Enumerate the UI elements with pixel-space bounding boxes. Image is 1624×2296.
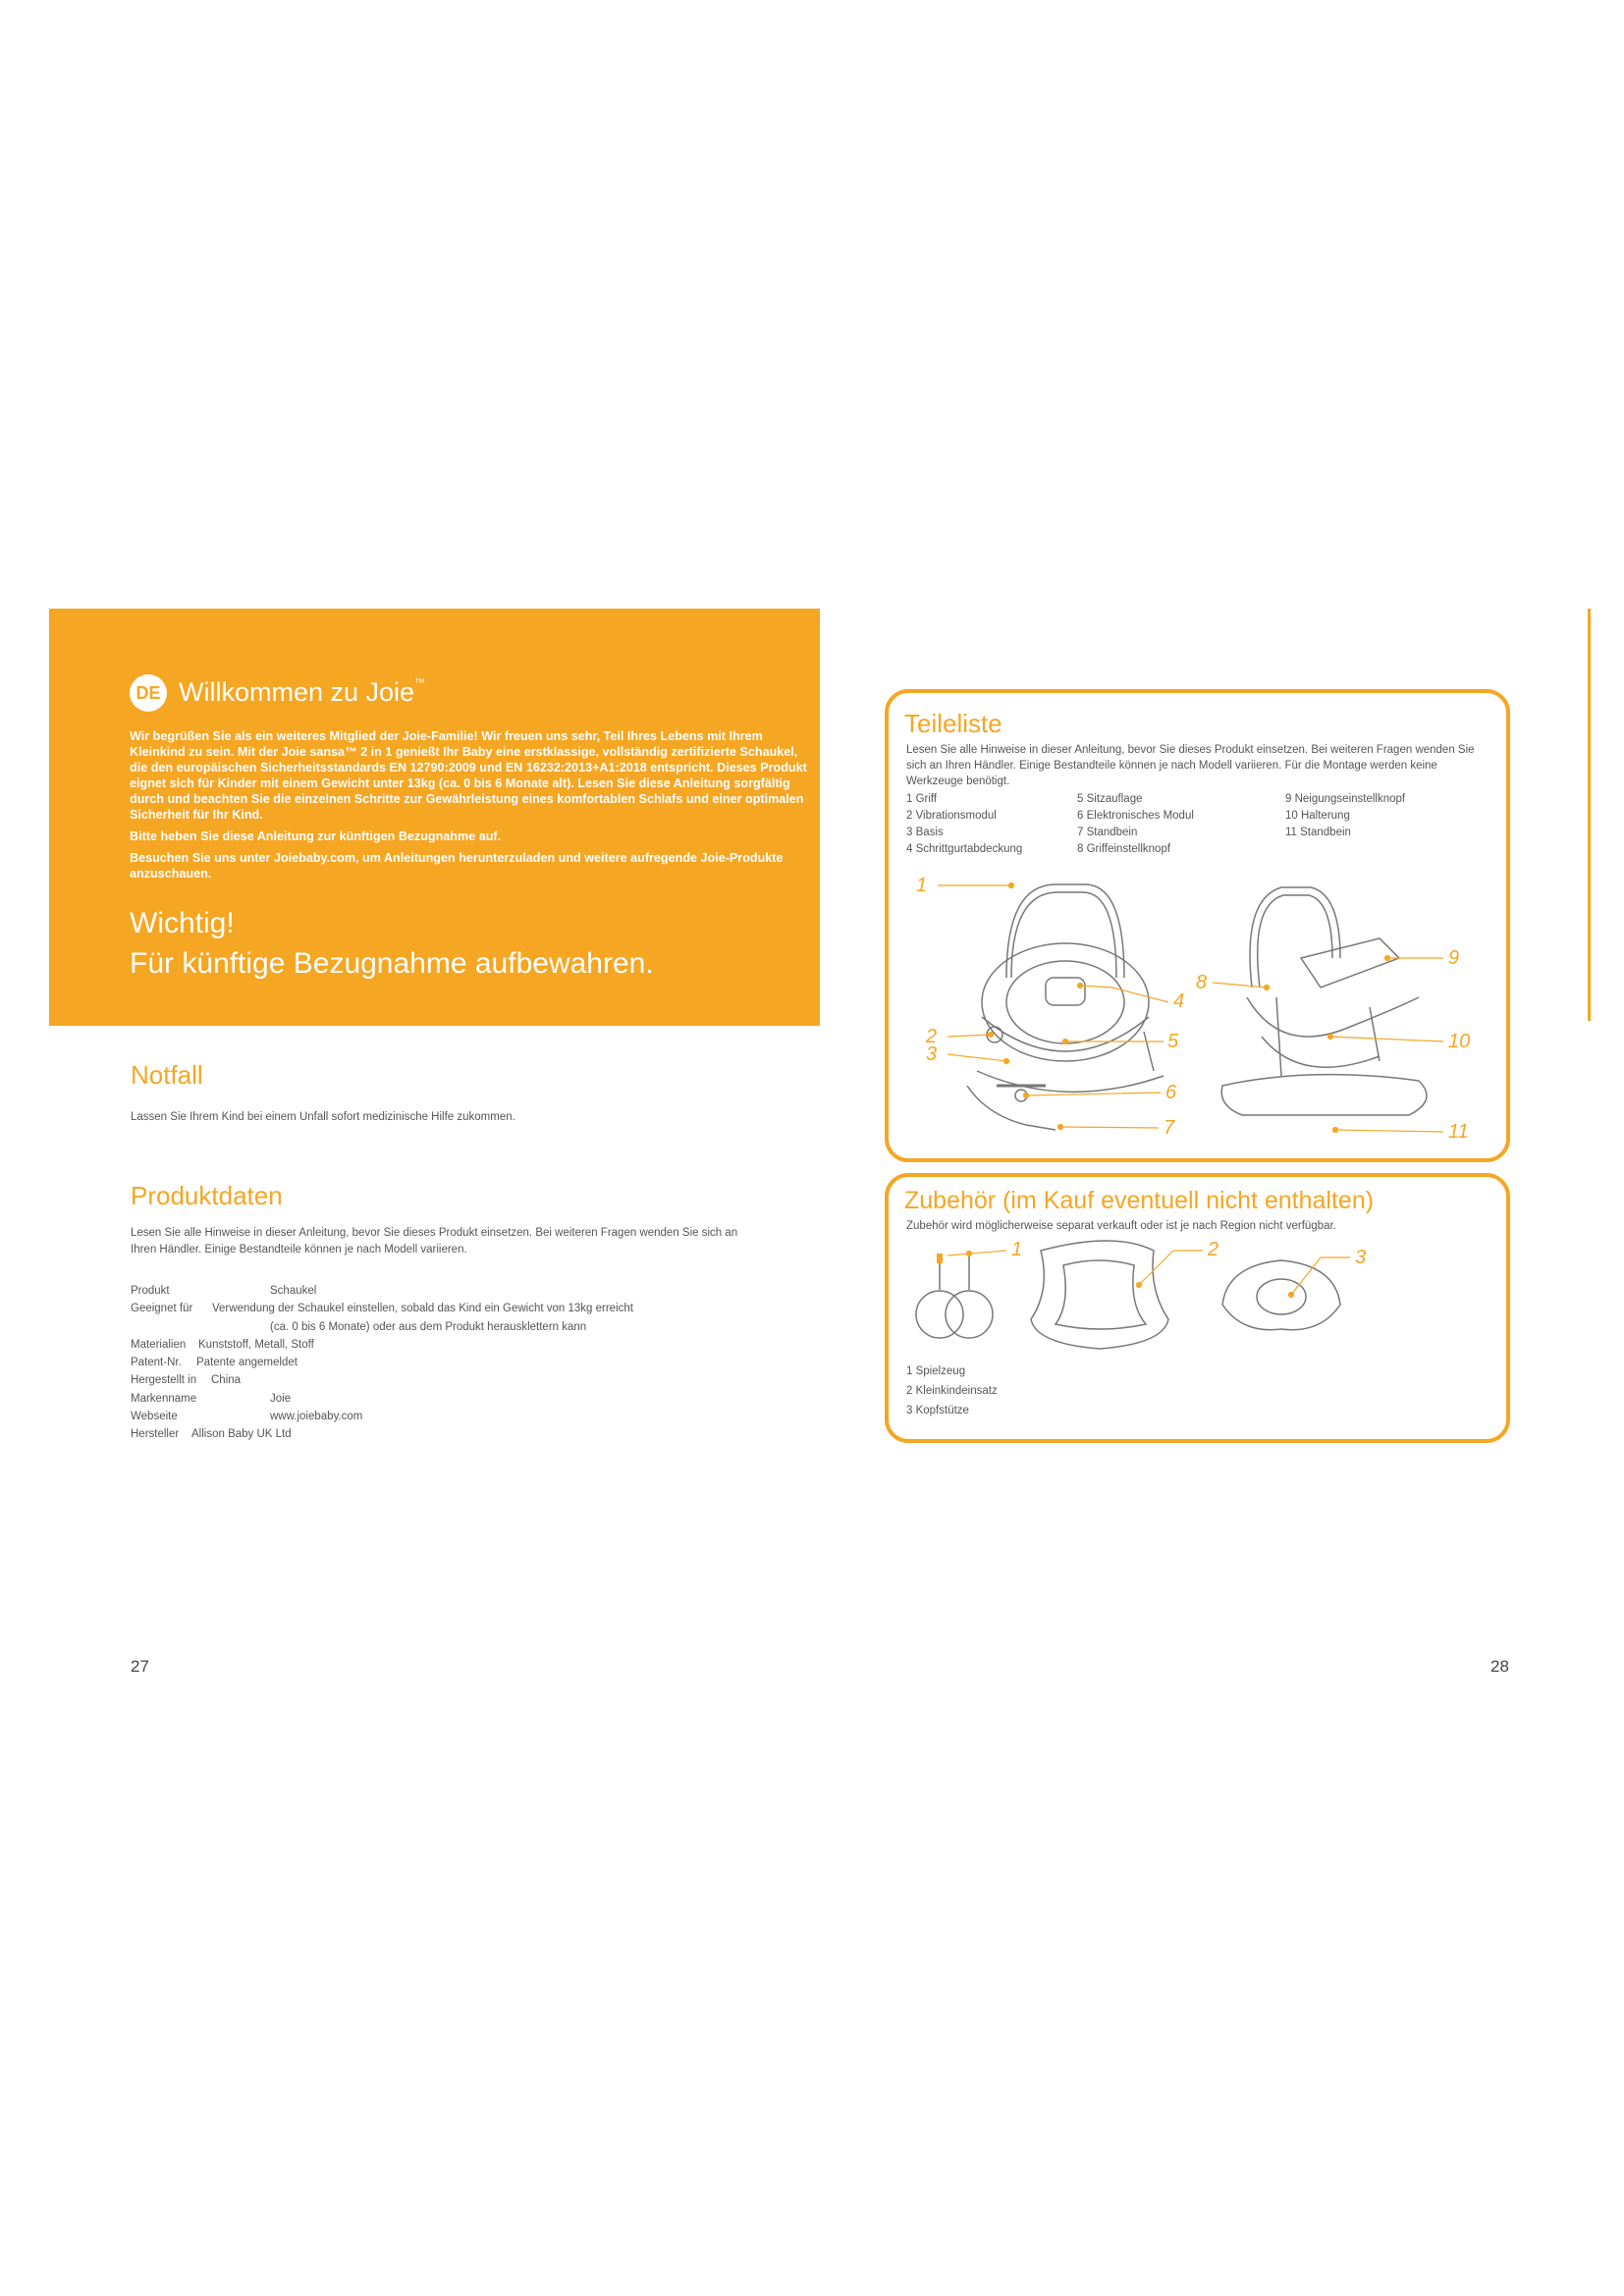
- welcome-title-text: Willkommen zu Joie: [179, 677, 415, 707]
- accessory-item: 2 Kleinkindeinsatz: [906, 1385, 998, 1397]
- parts-item: 5 Sitzauflage: [1077, 793, 1143, 805]
- produktdaten-intro: Lesen Sie alle Hinweise in dieser Anleitung, bevor Sie dieses Produkt einsetzen. Bei weiteren Fragen wenden Sie sich an Ihren Händler. Einige Bestandteile können je nach Modell variieren.: [131, 1227, 738, 1255]
- parts-item: 11 Standbein: [1285, 827, 1351, 838]
- headrest-illustration: [1222, 1260, 1340, 1330]
- rocker-illustration: [1221, 887, 1427, 1115]
- teileliste-box: [885, 689, 1510, 1162]
- important-line-1: Wichtig!: [130, 907, 235, 939]
- spec-value: China: [211, 1374, 242, 1387]
- accessory-callout-1: 1: [1011, 1239, 1023, 1260]
- trademark-mark: ™: [414, 677, 426, 689]
- spec-label: Hergestellt in: [131, 1374, 197, 1387]
- infant-insert-illustration: [1031, 1241, 1168, 1349]
- callout-5: 5: [1167, 1031, 1179, 1052]
- parts-item: 10 Halterung: [1285, 810, 1350, 822]
- spec-row: [131, 1354, 759, 1371]
- spec-row: [131, 1390, 759, 1408]
- parts-diagram: [889, 860, 1506, 1154]
- produktdaten-heading: Produktdaten: [131, 1181, 283, 1210]
- callout-11: 11: [1448, 1121, 1469, 1143]
- spec-row: [131, 1425, 759, 1443]
- parts-item: 8 Griffeinstellknopf: [1077, 843, 1171, 855]
- spec-label: Webseite: [131, 1411, 178, 1423]
- welcome-title: [179, 677, 425, 708]
- spec-row: [131, 1282, 759, 1300]
- teileliste-intro: Lesen Sie alle Hinweise in dieser Anleitung, bevor Sie dieses Produkt einsetzen. Bei weiteren Fragen wenden Sie sich an Ihren Händler. Einige Bestandteile können je nach Modell variieren. Für die Montage werden keine Werkzeuge benötigt.: [906, 744, 1475, 787]
- parts-item: 3 Basis: [906, 827, 944, 838]
- spec-row: [131, 1300, 759, 1317]
- parts-item: 2 Vibrationsmodul: [906, 810, 997, 822]
- important-heading: [130, 903, 654, 984]
- callout-3: 3: [926, 1043, 938, 1065]
- spec-row: [131, 1408, 759, 1425]
- page-edge-marker: [1588, 609, 1591, 1021]
- parts-item: 6 Elektronisches Modul: [1077, 810, 1194, 822]
- accessory-item: 1 Spielzeug: [906, 1365, 966, 1377]
- spec-value: Schaukel: [270, 1285, 317, 1297]
- spec-value: Kunststoff, Metall, Stoff: [198, 1338, 314, 1351]
- spec-value: Patente angemeldet: [196, 1357, 298, 1369]
- accessory-list: [906, 1362, 998, 1420]
- spec-label: Markenname: [131, 1392, 197, 1405]
- callout-9: 9: [1448, 947, 1460, 969]
- spec-label: Produkt: [131, 1285, 170, 1297]
- accessory-callout-2: 2: [1208, 1239, 1219, 1260]
- accessory-callout-numbers: [1011, 1239, 1366, 1268]
- callout-1: 1: [916, 875, 928, 896]
- callout-7: 7: [1164, 1117, 1175, 1139]
- page-number-left: 27: [131, 1657, 149, 1676]
- zubehoer-box: [885, 1173, 1510, 1443]
- spec-value: Allison Baby UK Ltd: [191, 1428, 292, 1441]
- welcome-text-block: [130, 728, 817, 887]
- spec-label: Patent-Nr.: [131, 1357, 182, 1369]
- zubehoer-intro: Zubehör wird möglicherweise separat verkauft oder ist je nach Region nicht verfügbar.: [906, 1220, 1336, 1232]
- callout-6: 6: [1165, 1082, 1177, 1103]
- spec-value: Joie: [270, 1392, 292, 1405]
- spec-list: [131, 1282, 759, 1444]
- spec-value: www.joiebaby.com: [270, 1411, 363, 1423]
- notfall-heading: Notfall: [131, 1060, 203, 1090]
- parts-column-1: [906, 791, 1022, 858]
- welcome-keep-paragraph: Bitte heben Sie diese Anleitung zur künftigen Bezugnahme auf.: [130, 829, 502, 843]
- parts-item: 7 Standbein: [1077, 827, 1138, 838]
- spec-value: Verwendung der Schaukel einstellen, sobald das Kind ein Gewicht von 13kg erreicht: [212, 1303, 633, 1315]
- parts-item: 1 Griff: [906, 793, 938, 805]
- accessory-item: 3 Kopfstütze: [906, 1405, 969, 1416]
- callout-2: 2: [926, 1026, 938, 1047]
- parts-column-3: [1285, 791, 1405, 841]
- callout-8: 8: [1196, 972, 1208, 993]
- teileliste-heading: Teileliste: [904, 709, 1002, 738]
- spec-label: Materialien: [131, 1338, 187, 1351]
- toy-illustration: [916, 1254, 993, 1338]
- page-number-right: 28: [1490, 1657, 1509, 1676]
- callout-numbers: [916, 875, 1470, 1143]
- callout-10: 10: [1448, 1031, 1471, 1052]
- parts-item: 9 Neigungseinstellknopf: [1285, 793, 1406, 805]
- welcome-banner: [49, 609, 820, 1026]
- spec-row: [131, 1371, 759, 1389]
- welcome-intro-paragraph: Wir begrüßen Sie als ein weiteres Mitglied der Joie-Familie! Wir freuen uns sehr, Teil Ihres Lebens mit Ihrem Kleinkind zu sein. Mit der Joie sansa™ 2 in 1 genießt Ihr Baby eine erstklassige, vollständig zertifizierte Schaukel, die den europäischen Sicherheitsstandards EN 12790:2009 und EN 16232:2013+A1:2018 entspricht. Dieses Produkt eignet sich für Kinder mit einem Gewicht unter 13kg (ca. 0 bis 6 Monate alt). Lesen Sie diese Anleitung sorgfältig durch und beachten Sie die einzelnen Schritte zur Gewährleistung eines komfortablen Schlafs und einer optimalen Sicherheit für Ihr Kind.: [130, 729, 807, 822]
- spec-row: [131, 1336, 759, 1354]
- language-badge: DE: [130, 674, 167, 712]
- callout-4: 4: [1173, 990, 1185, 1012]
- accessories-diagram: [889, 1236, 1506, 1363]
- zubehoer-heading: Zubehör (im Kauf eventuell nicht enthalten): [904, 1187, 1375, 1214]
- parts-item: 4 Schrittgurtabdeckung: [906, 843, 1023, 855]
- spec-row: [131, 1318, 759, 1336]
- accessory-callout-3: 3: [1355, 1247, 1367, 1268]
- welcome-visit-paragraph: Besuchen Sie uns unter Joiebaby.com, um Anleitungen herunterzuladen und weitere aufregende Joie-Produkte anzuschauen.: [130, 851, 784, 881]
- parts-column-2: [1077, 791, 1194, 858]
- spec-label: Geeignet für: [131, 1303, 193, 1315]
- spec-value: (ca. 0 bis 6 Monate) oder aus dem Produkt herausklettern kann: [270, 1320, 587, 1333]
- notfall-text: Lassen Sie Ihrem Kind bei einem Unfall sofort medizinische Hilfe zukommen.: [131, 1111, 515, 1123]
- accessory-callout-leaders: [947, 1251, 1350, 1298]
- spec-label: Hersteller: [131, 1428, 180, 1441]
- important-line-2: Für künftige Bezugnahme aufbewahren.: [130, 947, 654, 980]
